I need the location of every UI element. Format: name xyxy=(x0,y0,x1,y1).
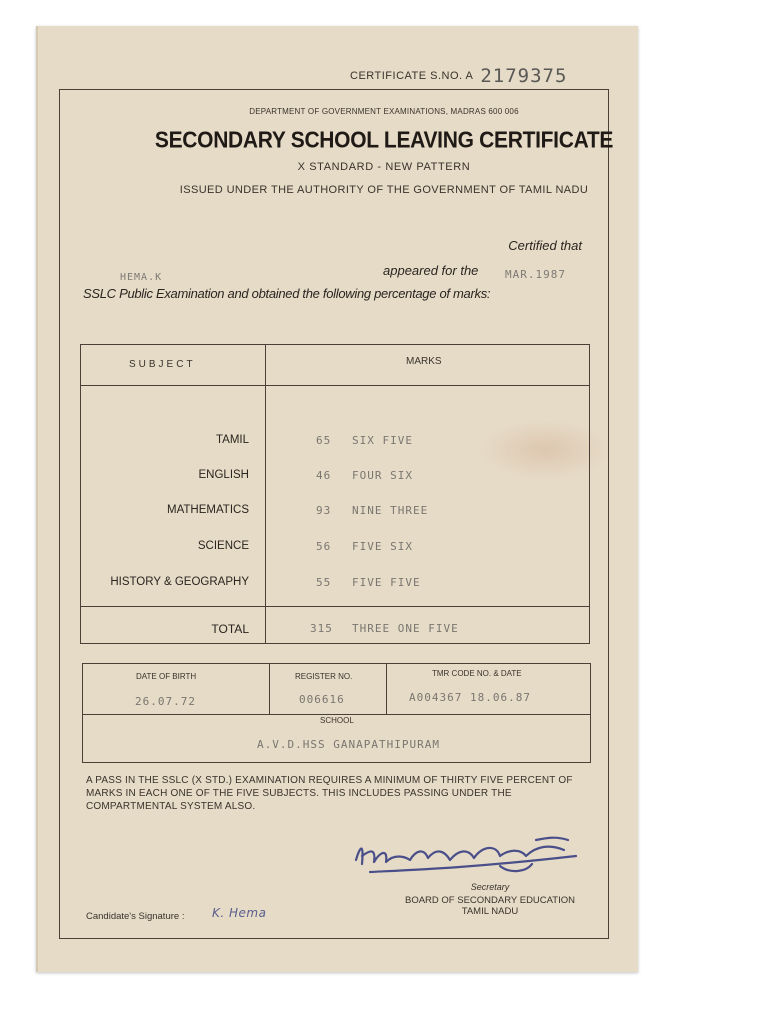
secretary-signature xyxy=(350,826,590,882)
certification-statement: SSLC Public Examination and obtained the following percentage of marks: xyxy=(83,286,491,301)
total-words: THREE ONE FIVE xyxy=(352,622,459,635)
subject-name: TAMIL xyxy=(215,434,249,446)
marks-figure: 65 xyxy=(316,434,332,447)
school-label: SCHOOL xyxy=(320,716,354,725)
certified-that: Certified that xyxy=(508,238,582,253)
marks-table xyxy=(80,344,590,644)
details-table xyxy=(82,663,591,763)
marks-words: NINE THREE xyxy=(352,504,429,517)
department-name: DEPARTMENT OF GOVERNMENT EXAMINATIONS, MADRAS 600 006 xyxy=(249,107,519,116)
certificate-serial xyxy=(350,62,568,87)
table-divider xyxy=(265,345,266,643)
pass-rule-note: A PASS IN THE SSLC (X STD.) EXAMINATION REQUIRES A MINIMUM OF THIRTY FIVE PERCENT OF MARKS IN EACH ONE OF THE FIVE SUBJECTS. THIS INCLUDES PASSING UNDER THE COMPARTMENTAL SYSTEM ALSO. xyxy=(86,775,573,812)
secretary-block xyxy=(370,882,610,917)
marks-figure: 56 xyxy=(316,540,332,553)
tmr-label: TMR CODE NO. & DATE xyxy=(432,669,522,678)
serial-label: CERTIFICATE S.NO. A xyxy=(350,70,473,82)
marks-figure: 93 xyxy=(316,504,332,517)
marks-words: FIVE SIX xyxy=(352,540,413,553)
tmr-value: A004367 18.06.87 xyxy=(409,691,531,704)
register-label: REGISTER NO. xyxy=(295,672,353,681)
appeared-for-text: appeared for the xyxy=(383,263,479,278)
certificate-title: SECONDARY SCHOOL LEAVING CERTIFICATE xyxy=(154,127,614,154)
candidate-signature: K. Hema xyxy=(212,906,267,920)
subject-name: ENGLISH xyxy=(198,469,249,481)
dob-value: 26.07.72 xyxy=(135,695,196,708)
register-value: 006616 xyxy=(299,693,345,706)
table-divider xyxy=(81,606,589,607)
subject-name: MATHEMATICS xyxy=(167,504,249,516)
secretary-state: TAMIL NADU xyxy=(461,906,519,917)
marks-words: SIX FIVE xyxy=(352,434,413,447)
serial-number: 2179375 xyxy=(480,65,568,87)
marks-figure: 55 xyxy=(316,576,332,589)
certificate-subtitle: X STANDARD - NEW PATTERN xyxy=(297,161,471,173)
table-divider xyxy=(81,385,589,386)
dob-label: DATE OF BIRTH xyxy=(136,672,197,681)
secretary-board: BOARD OF SECONDARY EDUCATION xyxy=(405,895,575,906)
total-figure: 315 xyxy=(310,622,333,635)
marks-words: FOUR SIX xyxy=(352,469,413,482)
marks-header: MARKS xyxy=(406,356,442,367)
marks-words: FIVE FIVE xyxy=(352,576,421,589)
subject-name: HISTORY & GEOGRAPHY xyxy=(110,576,249,588)
table-divider xyxy=(269,664,270,714)
subject-header: SUBJECT xyxy=(129,359,196,370)
candidate-signature-label: Candidate's Signature : xyxy=(86,911,185,922)
candidate-name: HEMA.K xyxy=(120,272,163,283)
issuing-authority: ISSUED UNDER THE AUTHORITY OF THE GOVERNMENT OF TAMIL NADU xyxy=(179,184,589,196)
school-value: A.V.D.HSS GANAPATHIPURAM xyxy=(257,738,440,751)
exam-session: MAR.1987 xyxy=(505,268,566,281)
table-divider xyxy=(386,664,387,714)
subject-name: SCIENCE xyxy=(197,540,249,552)
secretary-title: Secretary xyxy=(470,882,510,892)
total-label: TOTAL xyxy=(211,622,249,636)
marks-figure: 46 xyxy=(316,469,332,482)
